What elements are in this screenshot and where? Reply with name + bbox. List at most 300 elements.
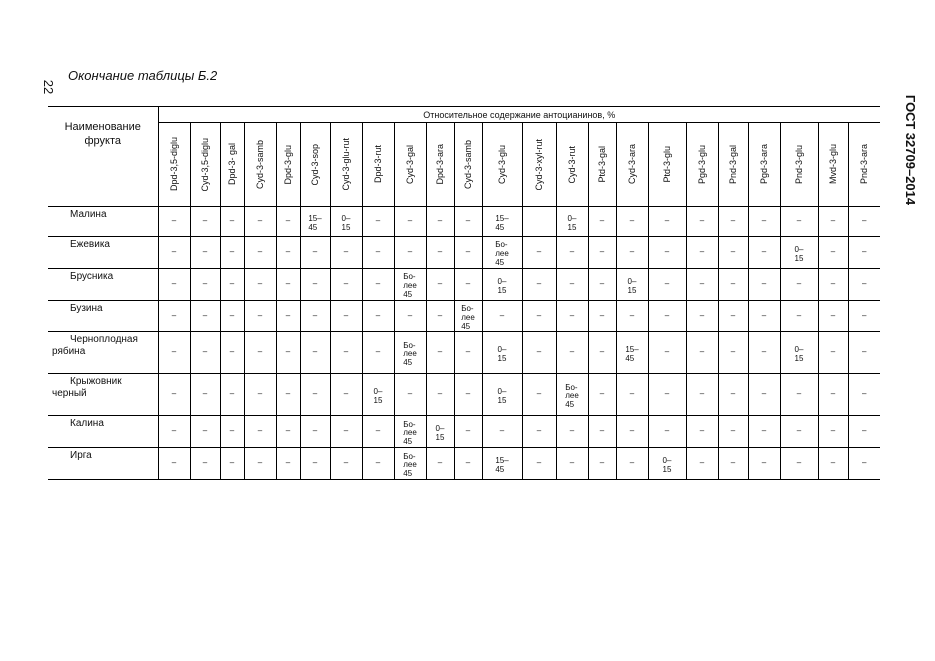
value-cell (426, 448, 454, 480)
cell-value: – (202, 389, 208, 399)
cell-value: – (257, 389, 263, 399)
cell-value: – (536, 347, 542, 357)
cell-value: Бо- лее 45 (403, 419, 417, 447)
value-cell (426, 332, 454, 374)
cell-value: – (699, 389, 705, 399)
value-cell (244, 301, 276, 332)
value-cell (454, 374, 482, 416)
cell-value: – (796, 389, 802, 399)
cell-value: – (229, 247, 235, 257)
column-header (394, 123, 426, 207)
value-cell (616, 332, 648, 374)
value-cell (220, 416, 244, 448)
column-header-label: Dpd-3- gal (227, 143, 237, 186)
column-header (454, 123, 482, 207)
cell-value: Бо- лее 45 (565, 382, 579, 410)
fruit-name (48, 448, 158, 480)
cell-value: – (465, 279, 471, 289)
cell-value: – (229, 458, 235, 468)
cell-value: – (465, 347, 471, 357)
value-cell (648, 237, 686, 269)
value-cell (748, 207, 780, 237)
anthocyanin-group-header: Относительное содержание антоцианинов, % (158, 107, 880, 123)
value-cell (330, 237, 362, 269)
column-header (818, 123, 848, 207)
cell-value: – (569, 279, 575, 289)
value-cell (190, 207, 220, 237)
value-cell (426, 374, 454, 416)
value-cell (220, 269, 244, 301)
column-header (648, 123, 686, 207)
cell-value: Бо- лее 45 (403, 451, 417, 479)
value-cell (158, 207, 190, 237)
column-header (158, 123, 190, 207)
cell-value: – (407, 216, 413, 226)
cell-value: – (664, 279, 670, 289)
table-row (48, 301, 880, 332)
cell-value: – (202, 458, 208, 468)
cell-value: – (699, 279, 705, 289)
cell-value: – (171, 279, 177, 289)
cell-value: – (465, 426, 471, 436)
cell-value: – (664, 426, 670, 436)
value-cell (482, 269, 522, 301)
cell-value: – (202, 279, 208, 289)
cell-value: – (699, 310, 705, 320)
cell-value: – (569, 310, 575, 320)
cell-value: 0– 15 (341, 213, 351, 232)
cell-value: – (499, 426, 505, 436)
cell-value: – (437, 310, 443, 320)
cell-value: – (862, 247, 867, 257)
cell-value: – (730, 216, 736, 226)
cell-value: – (375, 426, 381, 436)
cell-value: – (437, 216, 443, 226)
cell-value: – (465, 458, 471, 468)
cell-value: – (730, 347, 736, 357)
value-cell (818, 374, 848, 416)
cell-value: – (285, 426, 291, 436)
value-cell (556, 237, 588, 269)
value-cell (848, 448, 880, 480)
table-row (48, 269, 880, 301)
column-header-label: Dpd-3-ara (435, 144, 445, 185)
cell-value: – (437, 279, 443, 289)
value-cell (190, 237, 220, 269)
cell-value: – (285, 279, 291, 289)
value-cell (330, 332, 362, 374)
value-cell (394, 207, 426, 237)
value-cell (276, 332, 300, 374)
value-cell (748, 269, 780, 301)
value-cell (718, 301, 748, 332)
cell-value: – (229, 347, 235, 357)
cell-value: – (862, 426, 867, 436)
fruit-name (48, 416, 158, 448)
cell-value: – (343, 389, 349, 399)
value-cell (818, 269, 848, 301)
fruit-name-header: Наименование фрукта (48, 107, 158, 207)
value-cell (616, 269, 648, 301)
cell-value: – (285, 216, 291, 226)
value-cell (686, 237, 718, 269)
value-cell (190, 374, 220, 416)
column-header (748, 123, 780, 207)
cell-value: – (312, 458, 318, 468)
cell-value: – (285, 458, 291, 468)
value-cell (718, 416, 748, 448)
value-cell (818, 332, 848, 374)
value-cell (522, 301, 556, 332)
fruit-name-label: Черноплодная рябина (52, 334, 138, 358)
column-header (482, 123, 522, 207)
cell-value: 0– 15 (497, 387, 507, 405)
cell-value: – (862, 389, 867, 399)
value-cell (300, 416, 330, 448)
value-cell (848, 416, 880, 448)
cell-value: – (312, 310, 318, 320)
value-cell (780, 332, 818, 374)
value-cell (686, 207, 718, 237)
cell-value: – (730, 279, 736, 289)
value-cell (588, 416, 616, 448)
cell-value: – (465, 247, 471, 257)
value-cell (648, 207, 686, 237)
value-cell (482, 416, 522, 448)
fruit-name-label: Ежевика (70, 239, 110, 250)
cell-value: 0– 15 (567, 213, 577, 232)
cell-value: 0– 15 (373, 387, 383, 405)
value-cell (362, 416, 394, 448)
value-cell (220, 332, 244, 374)
cell-value: Бо- лее 45 (403, 340, 417, 368)
cell-value: – (730, 310, 736, 320)
cell-value: – (664, 247, 670, 257)
cell-value: – (761, 216, 767, 226)
cell-value: – (229, 310, 235, 320)
column-header-label: Dpd-3-rut (373, 145, 383, 184)
cell-value: – (343, 247, 349, 257)
cell-value: – (437, 347, 443, 357)
fruit-name (48, 237, 158, 269)
value-cell (158, 416, 190, 448)
value-cell (300, 207, 330, 237)
value-cell (220, 448, 244, 480)
value-cell (276, 448, 300, 480)
column-header-label: Pnd-3-ara (859, 144, 870, 185)
cell-value: – (730, 426, 736, 436)
cell-value: – (699, 347, 705, 357)
value-cell (848, 207, 880, 237)
value-cell (556, 448, 588, 480)
cell-value: – (830, 389, 836, 399)
value-cell (276, 207, 300, 237)
cell-value: – (599, 389, 605, 399)
table-row (48, 448, 880, 480)
value-cell (394, 237, 426, 269)
value-cell (818, 416, 848, 448)
value-cell (588, 237, 616, 269)
cell-value: – (257, 279, 263, 289)
value-cell (648, 301, 686, 332)
column-header-label: Pgd-3-glu (697, 144, 707, 185)
value-cell (454, 448, 482, 480)
column-header-label: Cyd-3-rut (567, 145, 577, 184)
value-cell (818, 207, 848, 237)
cell-value: – (202, 426, 208, 436)
cell-value: – (599, 247, 605, 257)
value-cell (220, 237, 244, 269)
cell-value: – (761, 458, 767, 468)
cell-value: – (569, 247, 575, 257)
cell-value: – (664, 310, 670, 320)
page-number: 22 (41, 79, 56, 95)
value-cell (300, 448, 330, 480)
value-cell (648, 416, 686, 448)
column-header (190, 123, 220, 207)
value-cell (588, 207, 616, 237)
cell-value: – (830, 310, 836, 320)
value-cell (244, 269, 276, 301)
value-cell (718, 237, 748, 269)
value-cell (276, 301, 300, 332)
cell-value: – (629, 216, 635, 226)
cell-value: – (664, 347, 670, 357)
value-cell (748, 332, 780, 374)
value-cell (588, 301, 616, 332)
value-cell (522, 237, 556, 269)
cell-value: 15– 45 (495, 213, 509, 232)
value-cell (848, 374, 880, 416)
value-cell (616, 416, 648, 448)
cell-value: – (343, 310, 349, 320)
column-header-label: Cyd-3-glu-rut (341, 138, 351, 191)
cell-value: 15– 45 (625, 345, 639, 363)
value-cell (482, 301, 522, 332)
cell-value: – (437, 247, 443, 257)
value-cell (454, 301, 482, 332)
column-header-label: Pgd-3-ara (759, 144, 769, 185)
cell-value: 0– 15 (662, 456, 672, 474)
value-cell (648, 332, 686, 374)
value-cell (330, 374, 362, 416)
cell-value: – (761, 279, 767, 289)
table-caption: Окончание таблицы Б.2 (68, 68, 218, 83)
value-cell (718, 448, 748, 480)
cell-value: – (629, 426, 635, 436)
value-cell (362, 374, 394, 416)
cell-value: – (437, 458, 443, 468)
cell-value: – (599, 216, 605, 226)
cell-value: – (796, 458, 802, 468)
value-cell (482, 207, 522, 237)
column-header (330, 123, 362, 207)
value-cell (482, 332, 522, 374)
table-row (48, 332, 880, 374)
column-header-label: Cyd-3-ara (627, 144, 637, 185)
column-header-label: Dpd-3,5-diglu (169, 137, 179, 192)
value-cell (780, 237, 818, 269)
cell-value: – (343, 279, 349, 289)
value-cell (454, 416, 482, 448)
value-cell (616, 237, 648, 269)
value-cell (244, 237, 276, 269)
value-cell (748, 237, 780, 269)
value-cell (426, 416, 454, 448)
cell-value: – (830, 216, 836, 226)
cell-value: – (599, 279, 605, 289)
column-header (426, 123, 454, 207)
value-cell (454, 269, 482, 301)
cell-value: – (629, 310, 635, 320)
value-cell (718, 207, 748, 237)
value-cell (244, 416, 276, 448)
cell-value: – (569, 426, 575, 436)
cell-value: Бо- лее 45 (495, 240, 509, 267)
cell-value: – (830, 458, 836, 468)
cell-value: – (536, 458, 542, 468)
cell-value: – (257, 347, 263, 357)
cell-value: – (629, 389, 635, 399)
cell-value: – (830, 279, 836, 289)
value-cell (362, 332, 394, 374)
value-cell (244, 374, 276, 416)
value-cell (276, 269, 300, 301)
value-cell (362, 207, 394, 237)
value-cell (780, 416, 818, 448)
cell-value: – (171, 247, 177, 257)
value-cell (686, 332, 718, 374)
fruit-name (48, 332, 158, 374)
cell-value: – (465, 389, 471, 399)
value-cell (276, 416, 300, 448)
cell-value: – (862, 458, 867, 468)
value-cell (330, 301, 362, 332)
cell-value: – (536, 389, 542, 399)
cell-value: – (285, 389, 291, 399)
fruit-name (48, 269, 158, 301)
value-cell (718, 374, 748, 416)
value-cell (686, 448, 718, 480)
value-cell (522, 269, 556, 301)
cell-value: 0– 15 (435, 424, 445, 442)
cell-value: – (599, 310, 605, 320)
column-header-label: Ptd-3-glu (662, 146, 672, 183)
value-cell (426, 237, 454, 269)
cell-value: – (830, 426, 836, 436)
column-header (616, 123, 648, 207)
value-cell (818, 237, 848, 269)
value-cell (482, 237, 522, 269)
value-cell (394, 332, 426, 374)
cell-value: – (862, 347, 867, 357)
column-header-label: Cyd-3-samb (463, 139, 473, 189)
cell-value: – (375, 247, 381, 257)
value-cell (362, 269, 394, 301)
cell-value: – (536, 310, 542, 320)
column-header (556, 123, 588, 207)
value-cell (394, 301, 426, 332)
cell-value: – (171, 426, 177, 436)
value-cell (686, 269, 718, 301)
cell-value: – (257, 458, 263, 468)
value-cell (330, 207, 362, 237)
column-header-label: Cyd-3-xyl-rut (534, 138, 544, 191)
cell-value: – (229, 216, 235, 226)
fruit-name-label: Ирга (70, 450, 92, 462)
value-cell (780, 301, 818, 332)
value-cell (300, 301, 330, 332)
value-cell (190, 416, 220, 448)
fruit-name-label: Крыжовник черный (52, 376, 122, 400)
value-cell (220, 374, 244, 416)
value-cell (588, 332, 616, 374)
value-cell (556, 416, 588, 448)
value-cell (300, 269, 330, 301)
column-header-label: Cyd-3-samb (255, 139, 265, 189)
value-cell (394, 269, 426, 301)
cell-value: – (312, 347, 318, 357)
cell-value: – (761, 426, 767, 436)
value-cell (300, 374, 330, 416)
fruit-name (48, 301, 158, 332)
column-header (588, 123, 616, 207)
cell-value: – (830, 347, 836, 357)
value-cell (158, 269, 190, 301)
cell-value: – (862, 310, 867, 320)
cell-value: – (407, 389, 413, 399)
value-cell (522, 332, 556, 374)
cell-value: 0– 15 (497, 345, 507, 363)
cell-value: – (599, 458, 605, 468)
cell-value: – (285, 310, 291, 320)
cell-value: – (437, 389, 443, 399)
value-cell (686, 374, 718, 416)
value-cell (454, 332, 482, 374)
cell-value: – (536, 279, 542, 289)
cell-value: Бо- лее 45 (403, 272, 417, 299)
value-cell (330, 269, 362, 301)
column-header (780, 123, 818, 207)
cell-value: – (171, 458, 177, 468)
cell-value: – (171, 216, 177, 226)
cell-value: – (257, 426, 263, 436)
value-cell (276, 237, 300, 269)
value-cell (394, 416, 426, 448)
cell-value: – (343, 347, 349, 357)
column-header-label: Pnd-3-gal (728, 144, 738, 185)
cell-value: – (202, 310, 208, 320)
cell-value: – (499, 310, 505, 320)
cell-value: – (629, 458, 635, 468)
value-cell (158, 332, 190, 374)
cell-value: – (202, 247, 208, 257)
value-cell (780, 207, 818, 237)
value-cell (158, 374, 190, 416)
document-code: ГОСТ 32709–2014 (903, 94, 918, 206)
cell-value: – (599, 347, 605, 357)
value-cell (482, 448, 522, 480)
value-cell (330, 448, 362, 480)
cell-value: – (664, 389, 670, 399)
cell-value: – (257, 216, 263, 226)
value-cell (454, 237, 482, 269)
value-cell (244, 448, 276, 480)
fruit-name (48, 374, 158, 416)
table-row (48, 237, 880, 269)
column-header (220, 123, 244, 207)
column-header (244, 123, 276, 207)
